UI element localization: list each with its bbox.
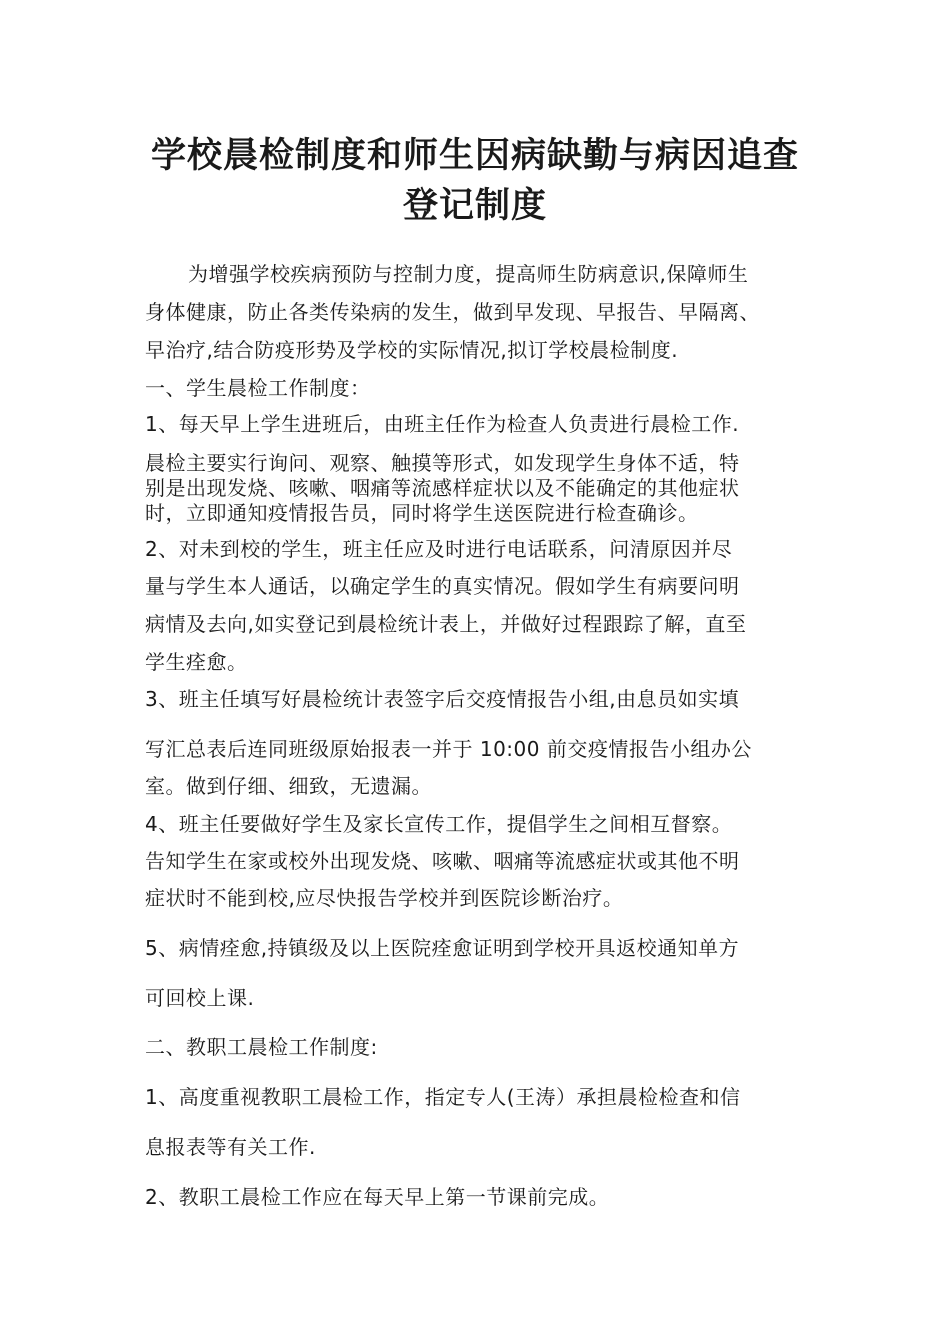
intro-line-1: 为增强学校疾病预防与控制力度，提高师生防病意识,保障师生 xyxy=(188,262,749,286)
staff-item-2-line-1: 2、教职工晨检工作应在每天早上第一节课前完成。 xyxy=(145,1185,610,1209)
student-item-1-line-2: 晨检主要实行询问、观察、触摸等形式，如发现学生身体不适，特 xyxy=(145,451,740,475)
intro-line-3: 早治疗,结合防疫形势及学校的实际情况,拟订学校晨检制度. xyxy=(145,338,679,362)
student-item-3-line-3: 室。做到仔细、细致，无遗漏。 xyxy=(145,774,432,798)
student-item-1-line-3: 别是出现发烧、咳嗽、咽痛等流感样症状以及不能确定的其他症状 xyxy=(145,476,740,500)
student-item-5-line-1: 5、病情痊愈,持镇级及以上医院痊愈证明到学校开具返校通知单方 xyxy=(145,936,740,960)
student-item-4-line-3: 症状时不能到校,应尽快报告学校并到医院诊断治疗。 xyxy=(145,886,624,910)
student-item-4-line-2: 告知学生在家或校外出现发烧、咳嗽、咽痛等流感症状或其他不明 xyxy=(145,849,740,873)
student-item-4-line-1: 4、班主任要做好学生及家长宣传工作，提倡学生之间相互督察。 xyxy=(145,812,733,836)
student-item-2-line-3: 病情及去向,如实登记到晨检统计表上，并做好过程跟踪了解，直至 xyxy=(145,612,747,636)
document-title-line-2: 登记制度 xyxy=(402,185,547,226)
student-item-3-line-2: 写汇总表后连同班级原始报表一并于 10:00 前交疫情报告小组办公 xyxy=(145,737,752,761)
student-item-1-line-1: 1、每天早上学生进班后，由班主任作为检查人负责进行晨检工作. xyxy=(145,412,740,436)
student-item-3-line-1: 3、班主任填写好晨检统计表签字后交疫情报告小组,由息员如实填 xyxy=(145,687,740,711)
section-heading-staff: 二、教职工晨检工作制度: xyxy=(145,1035,378,1059)
student-item-5-line-2: 可回校上课. xyxy=(145,986,255,1010)
document-title-line-1: 学校晨检制度和师生因病缺勤与病因追查 xyxy=(150,135,799,176)
section-heading-students: 一、学生晨检工作制度： xyxy=(145,376,371,400)
intro-line-2: 身体健康，防止各类传染病的发生，做到早发现、早报告、早隔离、 xyxy=(145,300,760,324)
student-item-2-line-2: 量与学生本人通话，以确定学生的真实情况。假如学生有病要问明 xyxy=(145,574,740,598)
student-item-2-line-1: 2、对未到校的学生，班主任应及时进行电话联系，问清原因并尽 xyxy=(145,537,733,561)
student-item-2-line-4: 学生痊愈。 xyxy=(145,650,248,674)
staff-item-1-line-1: 1、高度重视教职工晨检工作，指定专人(王涛）承担晨检检查和信 xyxy=(145,1085,741,1109)
student-item-1-line-4: 时，立即通知疫情报告员，同时将学生送医院进行检查确诊。 xyxy=(145,501,699,525)
staff-item-1-line-2: 息报表等有关工作. xyxy=(145,1135,316,1159)
